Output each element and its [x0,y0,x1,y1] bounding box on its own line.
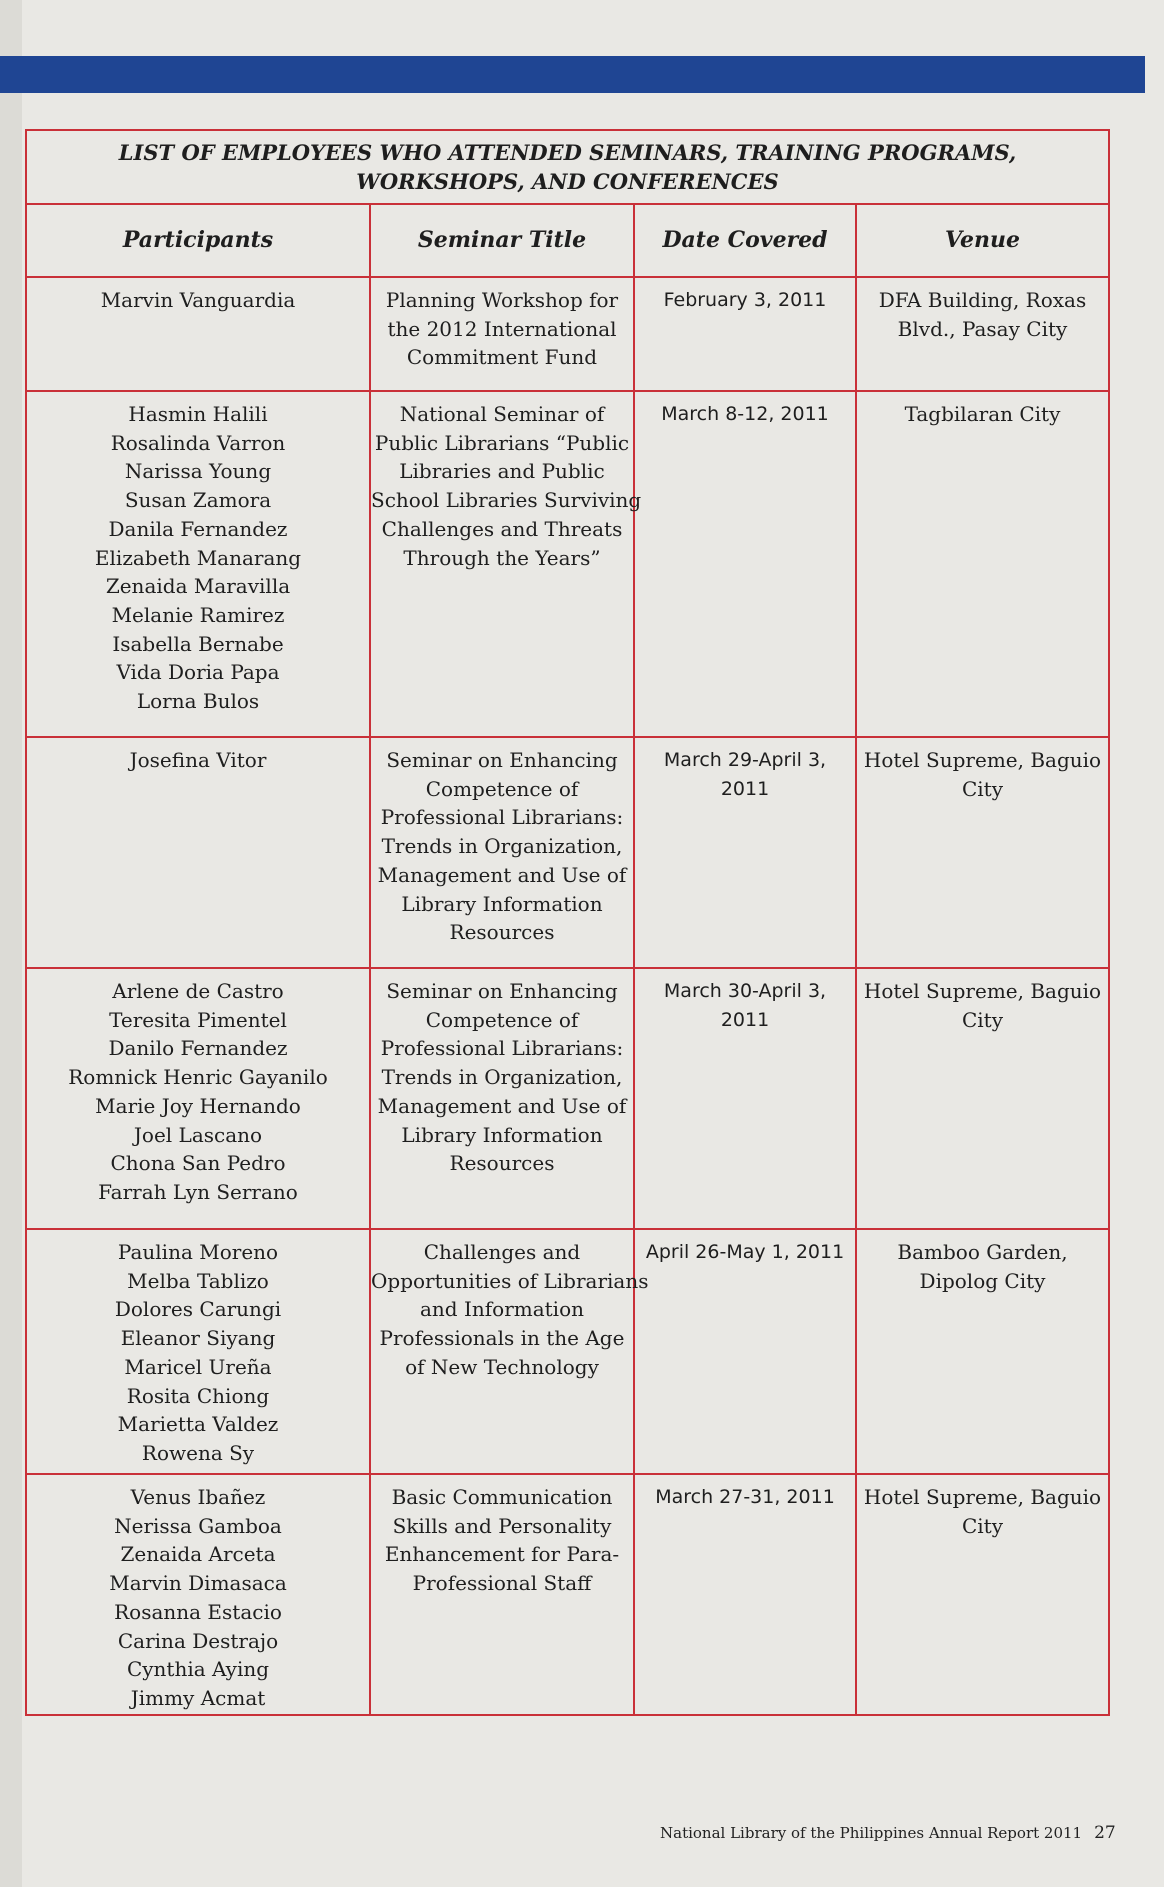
participants-cell [27,746,369,775]
table-row [27,1473,1108,1714]
page-footer [660,1823,1116,1843]
participants-cell [27,977,369,1207]
participants-cell-line: Maricel Ureña [124,1354,272,1379]
page-number: 27 [1094,1823,1116,1843]
seminar-title-cell-line: Challenges and [423,1240,581,1264]
seminar-title-cell-line: Resources [449,920,555,945]
participants-cell-line: Marie Joy Hernando [95,1093,301,1118]
date-cell-line: March 8-12, 2011 [661,403,829,425]
participants-cell [27,1483,369,1713]
participants-cell-line: Eleanor Siyang [120,1326,276,1351]
seminar-title-cell-line: Libraries and Public [399,459,605,484]
date-cell-line: 2011 [720,777,770,800]
date-cell-line: March 29-April 3, [663,749,827,771]
participants-cell-line: Zenaida Maravilla [105,574,291,599]
venue-cell-line: Tagbilaran City [904,402,1061,426]
participants-cell-line: Marietta Valdez [117,1412,279,1437]
seminar-title-cell-line: Trends in Organization, [381,834,623,859]
venue-cell-line: City [961,776,1004,801]
participants-cell-line: Farrah Lyn Serrano [98,1179,298,1204]
seminar-title-cell-line: Through the Years” [403,545,601,570]
participants-cell-line: Jimmy Acmat [130,1685,266,1710]
participants-cell-line: Elizabeth Manarang [94,545,302,570]
seminar-title-cell [371,1483,633,1598]
participants-cell [27,1238,369,1468]
date-cell [635,977,855,1034]
venue-cell [857,286,1108,343]
seminar-title-cell-line: Commitment Fund [406,345,598,370]
date-cell [635,1483,855,1512]
seminar-title-cell-line: Management and Use of [377,1093,627,1118]
table-row [27,736,1108,969]
venue-cell [857,1238,1108,1295]
seminar-title-cell-line: Library Information [401,1122,603,1147]
table-title-line-1: LIST OF EMPLOYEES WHO ATTENDED SEMINARS, TRAINING PROGRAMS, [118,140,1017,165]
date-cell [635,400,855,429]
seminar-title-cell-line: of New Technology [405,1354,599,1379]
header-color-band [0,56,1145,93]
participants-cell-line: Paulina Moreno [117,1240,279,1264]
employees-table [25,129,1110,1716]
participants-cell-line: Narissa Young [124,459,272,484]
seminar-title-cell-line: Management and Use of [377,862,627,887]
venue-cell [857,746,1108,803]
date-cell-line: April 26-May 1, 2011 [645,1241,845,1263]
participants-cell-line: Joel Lascano [133,1122,263,1147]
table-row [27,967,1108,1230]
participants-cell-line: Cynthia Aying [126,1657,270,1682]
participants-cell-line: Romnick Henric Gayanilo [68,1065,328,1090]
seminar-title-cell-line: Basic Communication [391,1485,613,1509]
participants-cell-line: Josefina Vitor [129,748,267,772]
seminar-title-cell-line: Seminar on Enhancing [386,748,618,772]
venue-cell-line: Blvd., Pasay City [897,316,1068,341]
participants-cell-line: Rosalinda Varron [110,430,286,455]
date-cell-line: February 3, 2011 [663,289,827,311]
participants-cell-line: Lorna Bulos [136,689,260,714]
participants-cell-line: Venus Ibañez [130,1485,266,1509]
participants-cell-line: Chona San Pedro [110,1151,286,1176]
venue-cell-line: City [961,1007,1004,1032]
date-cell [635,746,855,803]
participants-cell-line: Danila Fernandez [108,516,288,541]
header-venue: Venue [944,226,1021,253]
table-row [27,276,1108,392]
seminar-title-cell-line: Competence of [425,1007,579,1032]
seminar-title-cell [371,1238,649,1382]
seminar-title-cell-line: Planning Workshop for [385,288,619,312]
date-cell-line: March 30-April 3, [663,980,827,1002]
seminar-title-cell-line: Enhancement for Para- [384,1542,620,1567]
seminar-title-cell-line: Professional Librarians: [380,1036,624,1061]
seminar-title-cell-line: the 2012 International [387,316,617,341]
venue-cell-line: Bamboo Garden, [897,1240,1068,1264]
participants-cell-line: Teresita Pimentel [109,1007,287,1032]
participants-cell-line: Arlene de Castro [112,979,284,1003]
page-edge [0,0,22,1887]
seminar-title-cell [371,286,633,372]
seminar-title-cell-line: Challenges and Threats [381,516,623,541]
seminar-title-cell-line: Professional Staff [412,1571,592,1596]
venue-cell [857,400,1108,429]
participants-cell-line: Marvin Vanguardia [100,288,296,312]
venue-cell-line: Dipolog City [919,1268,1046,1293]
participants-cell-line: Nerissa Gamboa [114,1513,282,1538]
venue-cell [857,977,1108,1034]
footer-text: National Library of the Philippines Annual Report 2011 [660,1824,1083,1842]
venue-cell-line: Hotel Supreme, Baguio [863,1485,1102,1509]
seminar-title-cell-line: National Seminar of [399,402,605,426]
seminar-title-cell-line: Skills and Personality [392,1513,612,1538]
participants-cell-line: Vida Doria Papa [116,660,280,685]
seminar-title-cell-line: Competence of [425,776,579,801]
venue-cell-line: City [961,1513,1004,1538]
table-row [27,1228,1108,1475]
table-title-line-2: WORKSHOPS, AND CONFERENCES [356,169,779,194]
table-title [27,131,1108,205]
seminar-title-cell-line: Opportunities of Librarians [371,1268,649,1293]
header-seminar-title: Seminar Title [417,226,587,253]
seminar-title-cell-line: Resources [449,1151,555,1176]
participants-cell [27,286,369,315]
participants-cell-line: Melanie Ramirez [111,602,285,627]
seminar-title-cell-line: Trends in Organization, [381,1065,623,1090]
seminar-title-cell-line: School Libraries Surviving [371,488,642,513]
date-cell-line: 2011 [720,1008,770,1031]
participants-cell-line: Isabella Bernabe [112,631,284,656]
date-cell [635,286,855,315]
table-row [27,390,1108,738]
participants-cell [27,400,369,716]
seminar-title-cell-line: Professional Librarians: [380,805,624,830]
participants-cell-line: Danilo Fernandez [108,1036,288,1061]
participants-cell-line: Rowena Sy [141,1440,255,1465]
participants-cell-line: Dolores Carungi [114,1297,282,1322]
participants-cell-line: Rosita Chiong [126,1383,270,1408]
seminar-title-cell [371,977,633,1178]
participants-cell-line: Zenaida Arceta [120,1542,276,1567]
table-header-row [27,203,1108,278]
date-cell-line: March 27-31, 2011 [655,1486,835,1508]
date-cell [635,1238,855,1267]
seminar-title-cell [371,746,633,947]
seminar-title-cell-line: Public Librarians “Public [374,430,630,455]
seminar-title-cell-line: Seminar on Enhancing [386,979,618,1003]
venue-cell-line: Hotel Supreme, Baguio [863,748,1102,772]
participants-cell-line: Marvin Dimasaca [109,1571,287,1596]
venue-cell-line: Hotel Supreme, Baguio [863,979,1102,1003]
venue-cell-line: DFA Building, Roxas [878,288,1087,312]
seminar-title-cell-line: and Information [420,1297,584,1322]
participants-cell-line: Hasmin Halili [128,402,268,426]
seminar-title-cell [371,400,642,572]
header-date-covered: Date Covered [662,226,828,253]
seminar-title-cell-line: Library Information [401,891,603,916]
participants-cell-line: Carina Destrajo [117,1628,279,1653]
seminar-title-cell-line: Professionals in the Age [379,1326,625,1351]
venue-cell [857,1483,1108,1540]
participants-cell-line: Susan Zamora [124,488,272,513]
participants-cell-line: Melba Tablizo [127,1268,269,1293]
participants-cell-line: Rosanna Estacio [114,1599,282,1624]
header-participants: Participants [122,226,274,253]
